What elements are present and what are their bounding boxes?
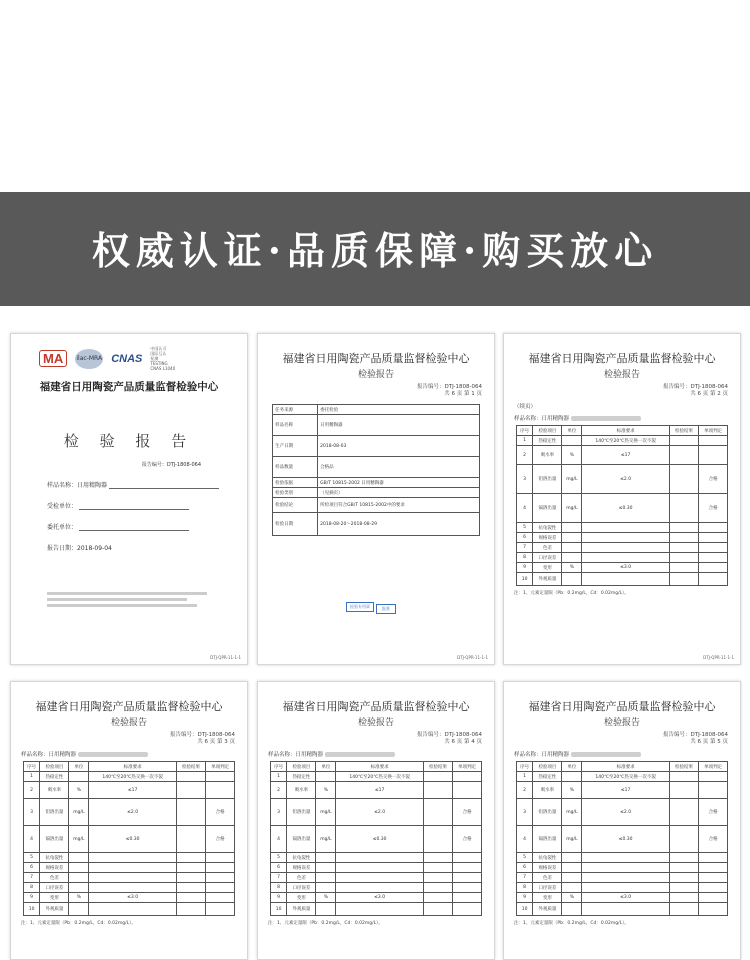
report-page-5-card [503, 681, 741, 960]
cnas-logo: CNAS [111, 352, 143, 365]
table-row: 8 口径误差 [516, 883, 727, 893]
sample-line: 样品名称：日用精陶器 [268, 750, 494, 758]
contact-info [47, 592, 247, 607]
table-row: 4 镉溶出量 mg/L ≤0.30 合格 [516, 494, 727, 523]
table-row: 8 口径误差 [23, 883, 234, 893]
ilac-logo: ilac-MRA [75, 349, 103, 369]
table-row: 4 镉溶出量 mg/L ≤0.30 合格 [516, 826, 727, 853]
report-number: 报告编号：DTJ-1808-064 [141, 462, 201, 468]
table-row: 10 外观质量 [23, 903, 234, 916]
table-row: 3 铅溶出量 mg/L ≤2.0 合格 [270, 799, 481, 826]
table-row: 2 吸水率 % ≤17 [23, 782, 234, 799]
table-row: 1 热稳定性 140℃至20℃热交换一次不裂 [516, 436, 727, 446]
table-row: 生产日期 2018-08-03 [273, 436, 480, 457]
table-header-row: 序号 检验项目 单位 标准要求 检验结果 单项判定 [23, 762, 234, 772]
table-row: 2 吸水率 % ≤17 [516, 446, 727, 465]
table-row: 7 色差 [516, 873, 727, 883]
report-title: 检验报告 [357, 370, 394, 380]
table-row: 5 抗龟裂性 [270, 853, 481, 863]
table-row: 6 规格误差 [23, 863, 234, 873]
report-page-2-card [503, 333, 741, 665]
table-row: 6 规格误差 [516, 863, 727, 873]
results-table [516, 425, 728, 586]
report-title: 检验报告 [110, 718, 147, 728]
table-row: 3 铅溶出量 mg/L ≤2.0 合格 [516, 465, 727, 494]
results-table [270, 761, 482, 916]
sample-line: 样品名称：日用精陶器 [514, 750, 740, 758]
organization-name: 福建省日用陶瓷产品质量监督检验中心 [39, 381, 219, 393]
table-row: 8 口径误差 [516, 553, 727, 563]
table-row: 1 热稳定性 140℃至20℃热交换一次不裂 [516, 772, 727, 782]
table-row: 检验类别 （见摘页） [273, 488, 480, 498]
table-row: 9 变形 % ≤3.0 [23, 893, 234, 903]
table-row: 检验依据 GB/T 10815-2002 日用精陶器 [273, 478, 480, 488]
table-row: 5 抗龟裂性 [516, 853, 727, 863]
table-header-row: 序号 检验项目 单位 标准要求 检验结果 单项判定 [516, 762, 727, 772]
form-code: DTJ-QPR-11-1-1 [457, 655, 488, 660]
report-page-1-card [257, 333, 495, 665]
approval-stamp: 批准 [376, 604, 396, 614]
cover-report-title: 检 验 报 告 [63, 432, 195, 450]
sample-name-field: 样品名称：日用精陶器 [47, 480, 247, 489]
cma-logo: MA [39, 350, 67, 367]
report-cover-card [10, 333, 248, 665]
table-row: 7 色差 [516, 543, 727, 553]
table-row: 4 镉溶出量 mg/L ≤0.30 合格 [23, 826, 234, 853]
table-row: 2 吸水率 % ≤17 [270, 782, 481, 799]
report-meta: 报告编号：DTJ-1808-064 共 6 页 第 3 页 [170, 732, 235, 745]
table-row: 7 色差 [270, 873, 481, 883]
organization-name: 福建省日用陶瓷产品质量监督检验中心 [282, 352, 470, 365]
footnote: 注：1、元素定量限（Pb：0.2mg/L，Cd：0.02mg/L）。 [514, 921, 629, 926]
report-meta: 报告编号：DTJ-1808-064 共 6 页 第 1 页 [417, 384, 482, 397]
table-row: 8 口径误差 [270, 883, 481, 893]
results-table [516, 761, 728, 916]
client-field: 委托单位： [47, 522, 247, 531]
table-header-row: 序号 检验项目 单位 标准要求 检验结果 单项判定 [516, 426, 727, 436]
report-title: 检验报告 [603, 718, 640, 728]
footnote: 注：1、元素定量限（Pb：0.2mg/L，Cd：0.02mg/L）。 [268, 921, 383, 926]
footnote: 注：1、元素定量限（Pb：0.2mg/L，Cd：0.02mg/L）。 [21, 921, 136, 926]
form-code: DTJ-QPR-11-1-1 [210, 655, 241, 660]
report-meta: 报告编号：DTJ-1808-064 共 6 页 第 4 页 [417, 732, 482, 745]
table-row: 检验结论 所检项目符合GB/T 10815-2002中的要求 [273, 498, 480, 513]
table-row: 1 热稳定性 140℃至20℃热交换一次不裂 [23, 772, 234, 782]
report-meta: 报告编号：DTJ-1808-064 共 6 页 第 2 页 [663, 384, 728, 397]
table-row: 10 外观质量 [516, 903, 727, 916]
slogan-banner [0, 192, 750, 306]
table-row: 10 外观质量 [270, 903, 481, 916]
table-row: 2 吸水率 % ≤17 [516, 782, 727, 799]
inspection-stamp: 检验专用章 [346, 602, 374, 612]
table-row: 9 变形 % ≤3.0 [516, 893, 727, 903]
organization-name: 福建省日用陶瓷产品质量监督检验中心 [35, 700, 223, 713]
report-meta: 报告编号：DTJ-1808-064 共 6 页 第 5 页 [663, 732, 728, 745]
table-row: 6 规格误差 [270, 863, 481, 873]
report-summary-table [272, 404, 480, 536]
table-row: 检验日期 2018-08-20～2018-08-29 [273, 513, 480, 536]
table-row: 3 铅溶出量 mg/L ≤2.0 合格 [516, 799, 727, 826]
table-header-row: 序号 检验项目 单位 标准要求 检验结果 单项判定 [270, 762, 481, 772]
table-row: 任务来源 委托检验 [273, 405, 480, 415]
report-page-3-card [10, 681, 248, 960]
table-row: 5 抗龟裂性 [516, 523, 727, 533]
table-row: 7 色差 [23, 873, 234, 883]
form-code: DTJ-QPR-11-1-1 [703, 655, 734, 660]
results-table [23, 761, 235, 916]
report-title: 检验报告 [603, 370, 640, 380]
accreditation-text: 中国认可 国际互认 检测 TESTING CNAS L1040 [150, 346, 176, 371]
organization-name: 福建省日用陶瓷产品质量监督检验中心 [528, 700, 716, 713]
table-row: 1 热稳定性 140℃至20℃热交换一次不裂 [270, 772, 481, 782]
certification-logos [39, 346, 247, 371]
report-date-field: 报告日期：2018-09-04 [47, 545, 112, 552]
slogan-text: 权威认证·品质保障·购买放心 [91, 228, 659, 273]
table-row: 6 规格误差 [516, 533, 727, 543]
report-page-4-card [257, 681, 495, 960]
table-row: 样品名称 日用精陶器 [273, 415, 480, 436]
sample-line: 样品名称：日用精陶器 [21, 750, 247, 758]
table-row: 4 镉溶出量 mg/L ≤0.30 合格 [270, 826, 481, 853]
report-title: 检验报告 [357, 718, 394, 728]
table-row: 样品数量 合格品 [273, 457, 480, 478]
continued-label: （续页） [514, 404, 537, 410]
sample-line: 样品名称：日用精陶器 [514, 414, 740, 422]
table-row: 3 铅溶出量 mg/L ≤2.0 合格 [23, 799, 234, 826]
table-row: 9 变形 % ≤3.0 [516, 563, 727, 573]
footnote: 注：1、元素定量限（Pb：0.2mg/L，Cd：0.02mg/L）。 [514, 591, 629, 596]
table-row: 10 外观质量 [516, 573, 727, 586]
table-row: 5 抗龟裂性 [23, 853, 234, 863]
organization-name: 福建省日用陶瓷产品质量监督检验中心 [528, 352, 716, 365]
table-row: 9 变形 % ≤3.0 [270, 893, 481, 903]
organization-name: 福建省日用陶瓷产品质量监督检验中心 [282, 700, 470, 713]
receiver-field: 受检单位： [47, 501, 247, 510]
